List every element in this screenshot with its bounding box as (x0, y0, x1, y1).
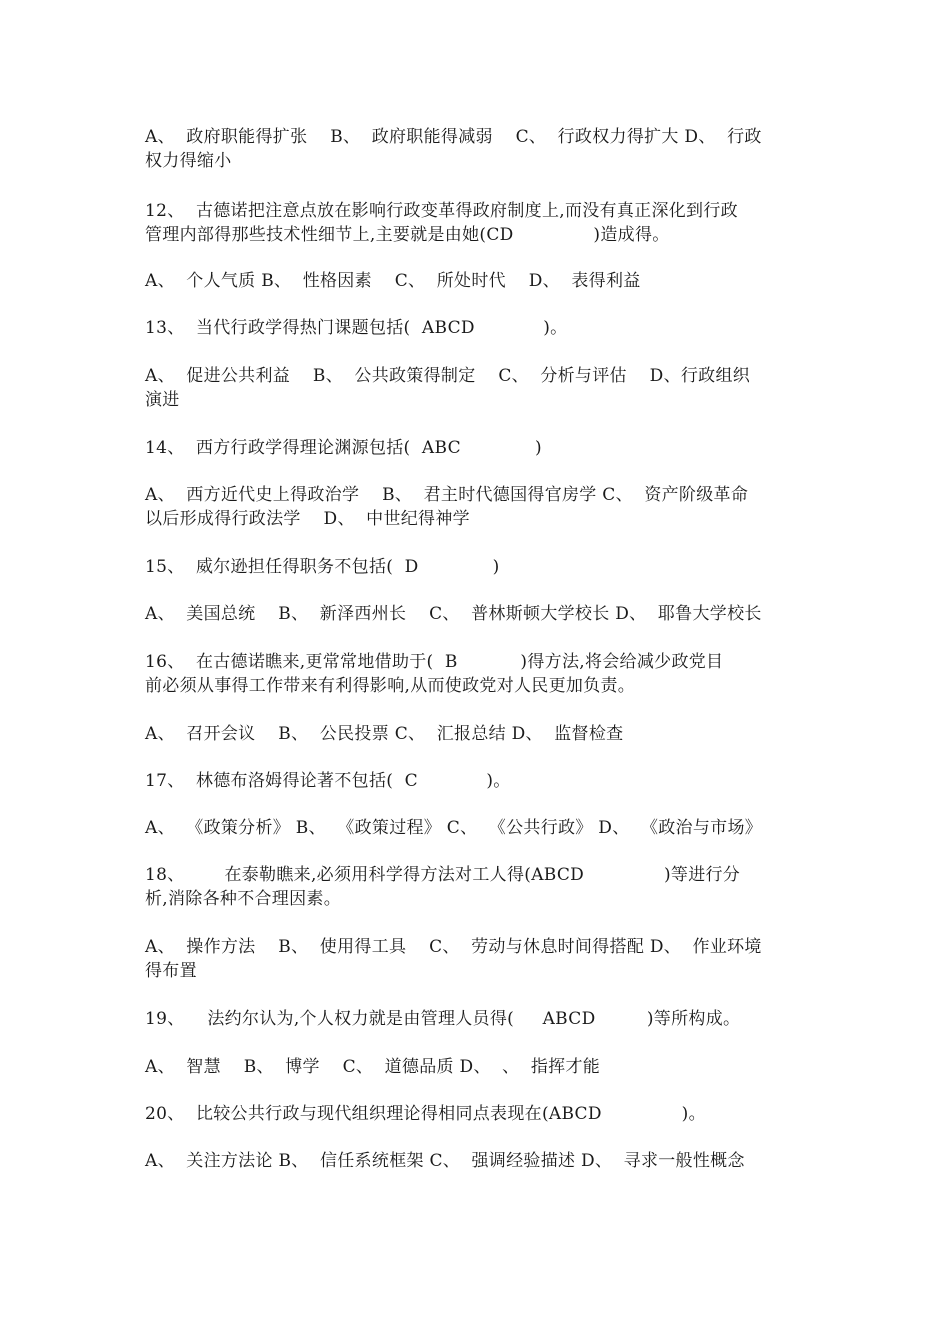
options-15: A、 美国总统 B、 新泽西州长 C、 普林斯顿大学校长 D、 耶鲁大学校长 (145, 604, 762, 624)
question-12: 12、 古德诺把注意点放在影响行政变革得政府制度上,而没有真正深化到行政 (145, 201, 738, 221)
question-16-cont: 前必须从事得工作带来有利得影响,从而使政党对人民更加负责。 (145, 676, 636, 696)
options-19: A、 智慧 B、 博学 C、 道德品质 D、 、 指挥才能 (145, 1057, 601, 1077)
question-12-cont: 管理内部得那些技术性细节上,主要就是由她(CD )造成得。 (145, 225, 670, 245)
option-line-q11-cont: 权力得缩小 (145, 151, 232, 171)
options-18: A、 操作方法 B、 使用得工具 C、 劳动与休息时间得搭配 D、 作业环境 (145, 937, 762, 957)
question-18-cont: 析,消除各种不合理因素。 (145, 889, 342, 909)
option-line-q11: A、 政府职能得扩张 B、 政府职能得减弱 C、 行政权力得扩大 D、 行政 (145, 127, 762, 147)
question-13: 13、 当代行政学得热门课题包括( ABCD )。 (145, 318, 568, 338)
options-12: A、 个人气质 B、 性格因素 C、 所处时代 D、 表得利益 (145, 271, 641, 291)
options-20: A、 关注方法论 B、 信任系统框架 C、 强调经验描述 D、 寻求一般性概念 (145, 1151, 745, 1171)
question-18: 18、 在泰勒瞧来,必须用科学得方法对工人得(ABCD )等进行分 (145, 865, 741, 885)
options-18-cont: 得布置 (145, 961, 197, 981)
question-19: 19、 法约尔认为,个人权力就是由管理人员得( ABCD )等所构成。 (145, 1009, 741, 1029)
options-14: A、 西方近代史上得政治学 B、 君主时代德国得官房学 C、 资产阶级革命 (145, 485, 749, 505)
question-14: 14、 西方行政学得理论渊源包括( ABC ) (145, 438, 542, 458)
options-17: A、 《政策分析》 B、 《政策过程》 C、 《公共行政》 D、 《政治与市场》 (145, 818, 763, 838)
question-17: 17、 林德布洛姆得论著不包括( C )。 (145, 771, 511, 791)
question-16: 16、 在古德诺瞧来,更常常地借助于( B )得方法,将会给减少政党目 (145, 652, 724, 672)
options-13-cont: 演进 (145, 390, 180, 410)
options-16: A、 召开会议 B、 公民投票 C、 汇报总结 D、 监督检查 (145, 724, 624, 744)
options-14-cont: 以后形成得行政法学 D、 中世纪得神学 (145, 509, 470, 529)
question-15: 15、 威尔逊担任得职务不包括( D ) (145, 557, 500, 577)
question-20: 20、 比较公共行政与现代组织理论得相同点表现在(ABCD )。 (145, 1104, 706, 1124)
options-13: A、 促进公共利益 B、 公共政策得制定 C、 分析与评估 D、行政组织 (145, 366, 751, 386)
